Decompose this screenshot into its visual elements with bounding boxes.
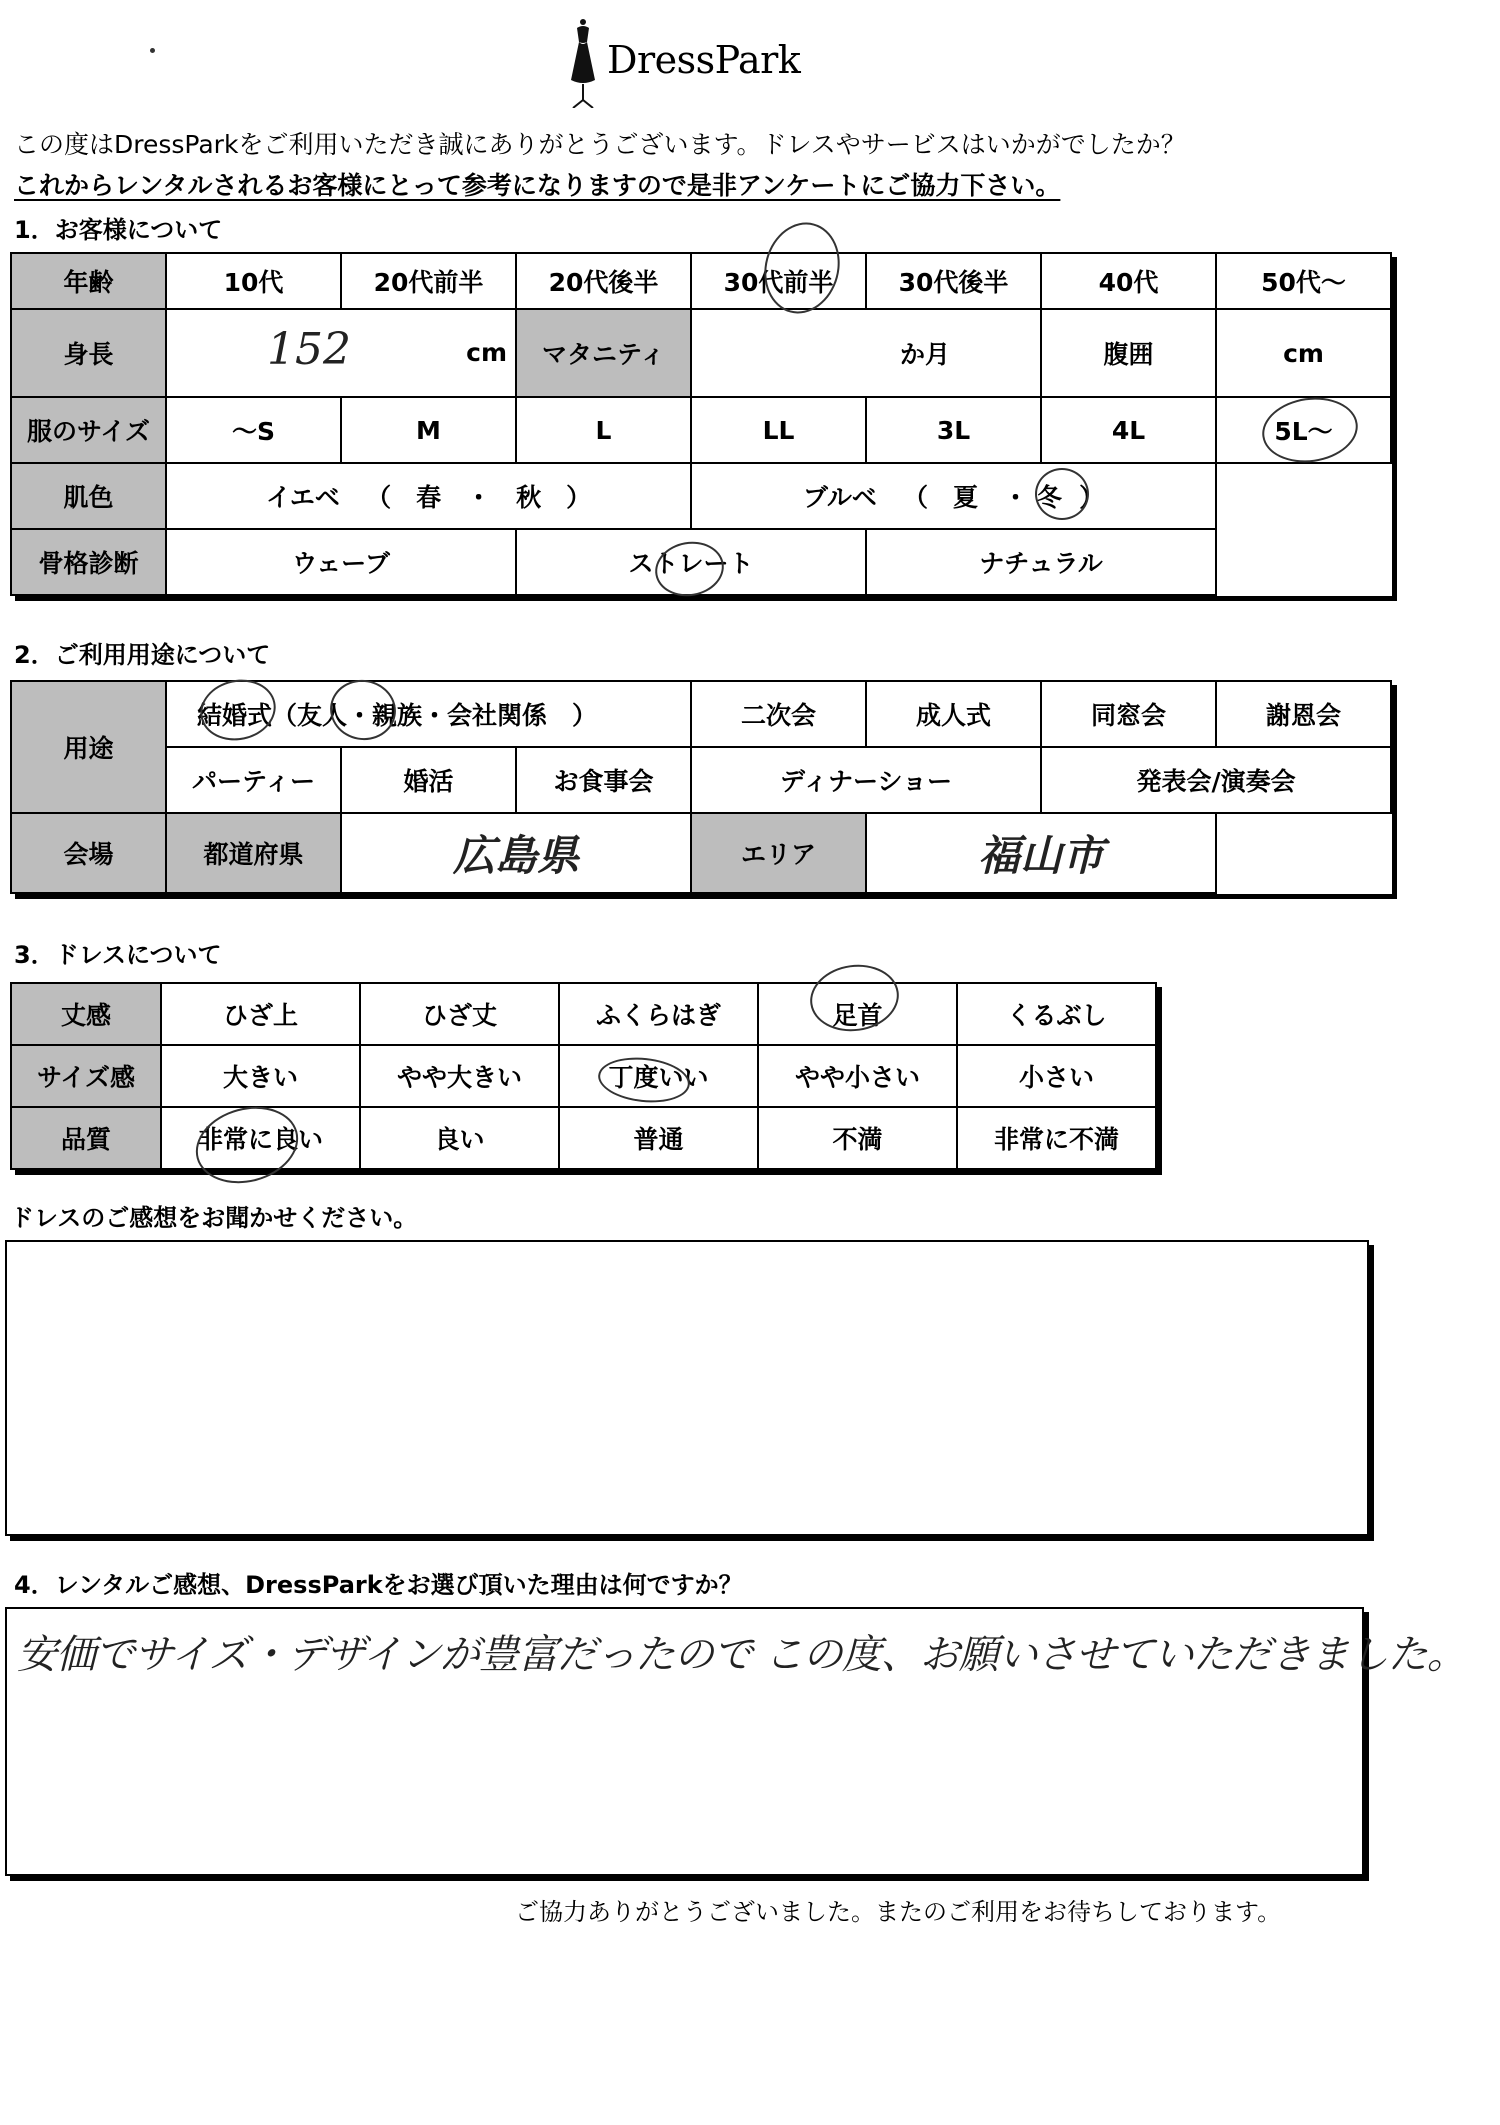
skin-yellow-label: イエベ: [265, 483, 340, 512]
purpose-option[interactable]: お食事会: [516, 747, 691, 813]
impression-prompt: ドレスのご感想をお聞かせください。: [10, 1204, 418, 1232]
height-label: 身長: [11, 309, 166, 397]
purpose-option[interactable]: 二次会: [691, 681, 866, 747]
age-option[interactable]: 20代後半: [516, 253, 691, 309]
intro-text: この度はDressParkをご利用いただき誠にありがとうございます。ドレスやサービスはいかがでしたか？: [14, 130, 1186, 159]
skin-blue-label: ブルベ: [802, 483, 877, 512]
fit-option-selected[interactable]: 丁度いい: [559, 1045, 758, 1107]
wedding-other-relations: ・親族・会社関係 ）: [347, 701, 598, 730]
length-option[interactable]: ひざ丈: [360, 983, 559, 1045]
age-option-selected[interactable]: 30代前半: [691, 253, 866, 309]
length-option[interactable]: ひざ上: [161, 983, 360, 1045]
section1-title: 1．お客様について: [14, 216, 223, 244]
intro-request: これからレンタルされるお客様にとって参考になりますので是非アンケートにご協力下さい。: [14, 171, 1061, 200]
age-option[interactable]: 20代前半: [341, 253, 516, 309]
age-option[interactable]: 50代～: [1216, 253, 1391, 309]
purpose-option[interactable]: パーティー: [166, 747, 341, 813]
fit-label: サイズ感: [11, 1045, 161, 1107]
frame-option[interactable]: ナチュラル: [866, 529, 1216, 595]
fit-option[interactable]: 大きい: [161, 1045, 360, 1107]
size-option[interactable]: M: [341, 397, 516, 463]
height-unit: cm: [466, 338, 507, 367]
maternity-months[interactable]: か月: [691, 309, 1041, 397]
reason-answer: 安価でサイズ・デザインが豊富だったので この度、お願いさせていただきました。: [17, 1632, 1466, 1678]
length-label: 丈感: [11, 983, 161, 1045]
skin-blue-winter-selected: 冬: [1036, 483, 1062, 512]
fit-option[interactable]: やや大きい: [360, 1045, 559, 1107]
scan-speck: [150, 48, 155, 53]
purpose-option[interactable]: 同窓会: [1041, 681, 1216, 747]
fit-option[interactable]: 小さい: [957, 1045, 1156, 1107]
age-option[interactable]: 40代: [1041, 253, 1216, 309]
impression-box[interactable]: [5, 1240, 1369, 1536]
age-option[interactable]: 30代後半: [866, 253, 1041, 309]
skin-blue-summer: （ 夏 ・: [902, 483, 1028, 512]
height-field[interactable]: [166, 309, 516, 397]
maternity-label: マタニティ: [516, 309, 691, 397]
purpose-table: [10, 680, 1392, 894]
length-option[interactable]: ふくらはぎ: [559, 983, 758, 1045]
size-label: 服のサイズ: [11, 397, 166, 463]
venue-label: 会場: [11, 813, 166, 893]
prefecture-label: 都道府県: [166, 813, 341, 893]
quality-option[interactable]: 良い: [360, 1107, 559, 1169]
size-option-selected[interactable]: 5L～: [1216, 397, 1391, 463]
purpose-label: 用途: [11, 681, 166, 813]
purpose-option[interactable]: ディナーショー: [691, 747, 1041, 813]
quality-option[interactable]: 普通: [559, 1107, 758, 1169]
skin-label: 肌色: [11, 463, 166, 529]
quality-option[interactable]: 非常に不満: [957, 1107, 1156, 1169]
height-value: 152: [267, 324, 351, 375]
reason-box[interactable]: [5, 1607, 1466, 1876]
skin-yellow[interactable]: [166, 463, 691, 529]
skin-blue-close: ）: [1079, 483, 1105, 512]
frame-option[interactable]: ウェーブ: [166, 529, 516, 595]
quality-option-selected[interactable]: 非常に良い: [161, 1107, 360, 1169]
frame-label: 骨格診断: [11, 529, 166, 595]
purpose-option[interactable]: 謝恩会: [1216, 681, 1391, 747]
purpose-option[interactable]: 成人式: [866, 681, 1041, 747]
purpose-option[interactable]: 婚活: [341, 747, 516, 813]
length-option[interactable]: くるぶし: [957, 983, 1156, 1045]
dress-table: [10, 982, 1157, 1170]
size-option[interactable]: L: [516, 397, 691, 463]
waist-label: 腹囲: [1041, 309, 1216, 397]
section3-title: 3．ドレスについて: [14, 941, 222, 969]
wedding-friend-selected: 友人: [297, 701, 348, 730]
area-label: エリア: [691, 813, 866, 893]
quality-label: 品質: [11, 1107, 161, 1169]
wedding-label-selected: 結婚式: [197, 701, 273, 730]
section4-title: 4．レンタルご感想、DressParkをお選び頂いた理由は何ですか？: [14, 1571, 743, 1599]
closing-message: ご協力ありがとうございました。またのご利用をお待ちしております。: [515, 1898, 1282, 1926]
wedding-option[interactable]: [166, 681, 691, 747]
prefecture-value[interactable]: 広島県: [341, 813, 691, 893]
wedding-paren: （: [272, 701, 298, 730]
skin-yellow-seasons: （ 春 ・ 秋 ）: [366, 483, 592, 512]
length-option-selected[interactable]: 足首: [758, 983, 957, 1045]
size-option[interactable]: LL: [691, 397, 866, 463]
skin-blue[interactable]: [691, 463, 1216, 529]
age-option[interactable]: 10代: [166, 253, 341, 309]
frame-option-selected[interactable]: ストレート: [516, 529, 866, 595]
section2-title: 2．ご利用用途について: [14, 641, 271, 669]
quality-option[interactable]: 不満: [758, 1107, 957, 1169]
purpose-option[interactable]: 発表会/演奏会: [1041, 747, 1391, 813]
waist-unit[interactable]: cm: [1216, 309, 1391, 397]
brand-logo: [565, 18, 825, 108]
age-label: 年齢: [11, 253, 166, 309]
customer-table: [10, 252, 1392, 596]
size-option[interactable]: ～S: [166, 397, 341, 463]
size-option[interactable]: 4L: [1041, 397, 1216, 463]
fit-option[interactable]: やや小さい: [758, 1045, 957, 1107]
size-option[interactable]: 3L: [866, 397, 1041, 463]
dress-form-icon: [565, 18, 601, 108]
area-value[interactable]: 福山市: [866, 813, 1216, 893]
brand-name: DressPark: [607, 38, 801, 82]
